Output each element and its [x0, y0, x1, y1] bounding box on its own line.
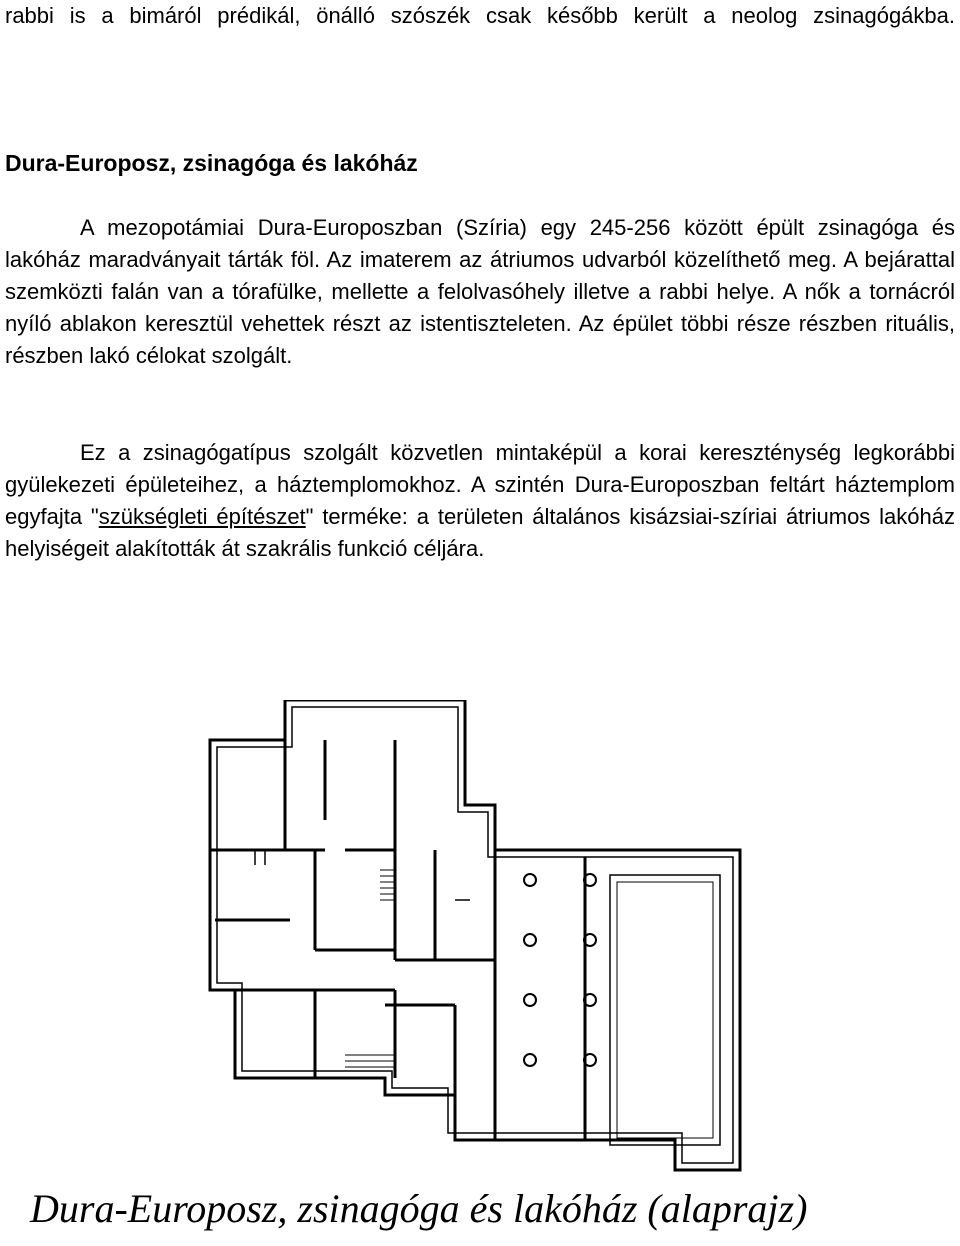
floor-plan-outer-wall	[210, 700, 740, 1170]
section-heading: Dura-Europosz, zsinagóga és lakóház	[5, 150, 418, 176]
paragraph-synagogue-description: A mezopotámiai Dura-Europoszban (Szíria) egy 245-256 között épült zsinagóga és lakóház maradványait tárták föl. Az imaterem az átriumos udvarból közelíthető meg. A bejárattal szemközti falán van a tórafülke, mellette a felolvasóhely illetve a rabbi helye. A nők a tornácról nyíló ablakon keresztül vehettek részt az istentiszteleten. Az épület többi része részben rituális, részben lakó célokat szolgált.	[5, 215, 955, 368]
paragraph-house-church	[5, 437, 955, 565]
floor-plan-drawing	[195, 700, 775, 1180]
intro-paragraph: rabbi is a bimáról prédikál, önálló szószék csak később került a neolog zsinagógákba.	[5, 3, 955, 28]
floor-plan-caption: Dura-Europosz, zsinagóga és lakóház (alaprajz)	[30, 1186, 808, 1231]
paragraph-text-after: " terméke: a területen általános kisázsiai-szíriai átriumos lakóház helyiségeit alakították át szakrális funkció céljára.	[5, 504, 955, 561]
paragraph-text-before: Ez a zsinagógatípus szolgált közvetlen mintaképül a korai kereszténység legkorábbi gyülekezeti épületeihez, a háztemplomokhoz. A szintén Dura-Europoszban feltárt háztemplom egyfajta "	[5, 440, 955, 529]
underlined-term: szükségleti építészet	[98, 504, 306, 529]
floor-plan-inner-walls	[210, 740, 585, 1140]
